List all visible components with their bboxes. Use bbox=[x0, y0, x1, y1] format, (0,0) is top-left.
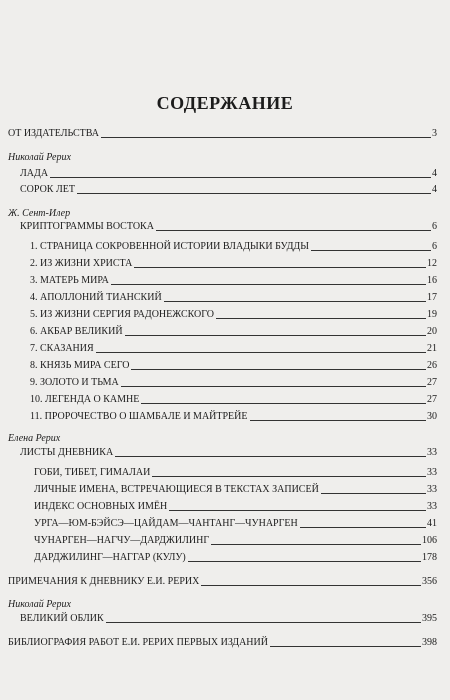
author-name: Николай Рерих bbox=[8, 152, 71, 163]
toc-entry-label: 3. МАТЕРЬ МИРА bbox=[30, 275, 109, 286]
toc-entry bbox=[34, 484, 437, 496]
toc-entry-page: 33 bbox=[427, 484, 437, 495]
toc-entry-label: ИНДЕКС ОСНОВНЫХ ИМЁН bbox=[34, 501, 168, 512]
toc-leader bbox=[77, 193, 431, 194]
toc-leader bbox=[201, 585, 421, 586]
toc-leader bbox=[131, 369, 426, 370]
toc-leader bbox=[250, 420, 427, 421]
toc-entry-label: 7. СКАЗАНИЯ bbox=[30, 343, 94, 354]
toc-entry bbox=[8, 576, 437, 588]
toc-entry-label: ОТ ИЗДАТЕЛЬСТВА bbox=[8, 128, 100, 139]
toc-leader bbox=[125, 335, 426, 336]
toc-entry-page: 12 bbox=[427, 258, 437, 269]
toc-entry-page: 27 bbox=[427, 394, 437, 405]
toc-entry-page: 41 bbox=[427, 518, 437, 529]
toc-entry-label: 9. ЗОЛОТО И ТЬМА bbox=[30, 377, 119, 388]
toc-leader bbox=[311, 250, 431, 251]
toc-entry-label: 8. КНЯЗЬ МИРА СЕГО bbox=[30, 360, 130, 371]
toc-entry bbox=[34, 501, 437, 513]
toc-entry-page: 398 bbox=[422, 637, 437, 648]
toc-leader bbox=[211, 544, 421, 545]
toc-entry-label: 10. ЛЕГЕНДА О КАМНЕ bbox=[30, 394, 140, 405]
toc-leader bbox=[50, 177, 431, 178]
toc-entry bbox=[34, 535, 437, 547]
toc-entry bbox=[20, 168, 437, 180]
toc-entry-page: 27 bbox=[427, 377, 437, 388]
toc-entry-page: 6 bbox=[432, 221, 437, 232]
toc-entry bbox=[30, 343, 437, 355]
toc-entry bbox=[30, 411, 437, 423]
toc-entry-label: ЛИЧНЫЕ ИМЕНА, ВСТРЕЧАЮЩИЕСЯ В ТЕКСТАХ ЗАПИСЕЙ bbox=[34, 484, 319, 495]
toc-entry bbox=[20, 221, 437, 233]
toc-entry-label: ВЕЛИКИЙ ОБЛИК bbox=[20, 613, 104, 624]
toc-entry-label: 1. СТРАНИЦА СОКРОВЕННОЙ ИСТОРИИ ВЛАДЫКИ БУДДЫ bbox=[30, 241, 309, 252]
toc-entry-page: 16 bbox=[427, 275, 437, 286]
toc-entry-page: 17 bbox=[427, 292, 437, 303]
toc-entry bbox=[30, 241, 437, 253]
toc-entry-label: 5. ИЗ ЖИЗНИ СЕРГИЯ РАДОНЕЖСКОГО bbox=[30, 309, 215, 320]
toc-entry-page: 106 bbox=[422, 535, 437, 546]
toc-entry-page: 4 bbox=[432, 168, 437, 179]
toc-entry-label: КРИПТОГРАММЫ ВОСТОКА bbox=[20, 221, 154, 232]
toc-entry-label: ДАРДЖИЛИНГ—НАГГАР (КУЛУ) bbox=[34, 552, 186, 563]
toc-entry-page: 33 bbox=[427, 467, 437, 478]
toc-entry bbox=[34, 518, 437, 530]
toc-entry bbox=[8, 637, 437, 649]
author-name: Елена Рерих bbox=[8, 433, 61, 444]
toc-entry-page: 356 bbox=[422, 576, 437, 587]
toc-entry-page: 33 bbox=[427, 501, 437, 512]
toc-entry-label: УРГА—ЮМ-БЭЙСЭ—ЦАЙДАМ—ЧАНТАНГ—ЧУНАРГЕН bbox=[34, 518, 298, 529]
toc-entry-page: 6 bbox=[432, 241, 437, 252]
toc-entry-page: 178 bbox=[422, 552, 437, 563]
author-name: Ж. Сент-Илер bbox=[8, 208, 71, 219]
toc-leader bbox=[188, 561, 421, 562]
toc-entry-page: 21 bbox=[427, 343, 437, 354]
toc-entry bbox=[30, 394, 437, 406]
toc-entry-label: ЛИСТЫ ДНЕВНИКА bbox=[20, 447, 114, 458]
toc-entry bbox=[30, 275, 437, 287]
toc-entry bbox=[30, 360, 437, 372]
toc-leader bbox=[115, 456, 426, 457]
toc-entry bbox=[30, 258, 437, 270]
toc-entry-label: 4. АПОЛЛОНИЙ ТИАНСКИЙ bbox=[30, 292, 162, 303]
toc-entry-label: ГОБИ, ТИБЕТ, ГИМАЛАИ bbox=[34, 467, 151, 478]
toc-leader bbox=[156, 230, 431, 231]
toc-entry bbox=[34, 467, 437, 479]
toc-leader bbox=[216, 318, 426, 319]
toc-entry-page: 26 bbox=[427, 360, 437, 371]
toc-entry-page: 33 bbox=[427, 447, 437, 458]
toc-entry bbox=[30, 292, 437, 304]
author-name: Николай Рерих bbox=[8, 599, 71, 610]
toc-entry-label: ЛАДА bbox=[20, 168, 49, 179]
toc-entry-page: 20 bbox=[427, 326, 437, 337]
toc-leader bbox=[134, 267, 426, 268]
toc-leader bbox=[121, 386, 426, 387]
toc-leader bbox=[96, 352, 426, 353]
toc-entry-label: СОРОК ЛЕТ bbox=[20, 184, 75, 195]
toc-entry-page: 19 bbox=[427, 309, 437, 320]
toc-entry-label: ЧУНАРГЕН—НАГЧУ—ДАРДЖИЛИНГ bbox=[34, 535, 210, 546]
toc-leader bbox=[152, 476, 426, 477]
toc-leader bbox=[321, 493, 426, 494]
toc-entry bbox=[30, 309, 437, 321]
toc-entry-page: 30 bbox=[427, 411, 437, 422]
toc-leader bbox=[101, 137, 431, 138]
toc-entry-label: БИБЛИОГРАФИЯ РАБОТ Е.И. РЕРИХ ПЕРВЫХ ИЗДАНИЙ bbox=[8, 637, 268, 648]
toc-entry-page: 3 bbox=[432, 128, 437, 139]
toc-leader bbox=[270, 646, 421, 647]
toc-entry-page: 395 bbox=[422, 613, 437, 624]
toc-entry bbox=[8, 128, 437, 140]
toc-entry-label: 11. ПРОРОЧЕСТВО О ШАМБАЛЕ И МАЙТРЕЙЕ bbox=[30, 411, 248, 422]
toc-entry bbox=[30, 326, 437, 338]
toc-entry-page: 4 bbox=[432, 184, 437, 195]
toc-entry-label: 2. ИЗ ЖИЗНИ ХРИСТА bbox=[30, 258, 133, 269]
page-title: СОДЕРЖАНИЕ bbox=[156, 93, 294, 113]
toc-leader bbox=[169, 510, 426, 511]
toc-entry bbox=[34, 552, 437, 564]
toc-entry bbox=[20, 184, 437, 196]
toc-leader bbox=[300, 527, 426, 528]
toc-leader bbox=[141, 403, 426, 404]
toc-leader bbox=[111, 284, 426, 285]
toc-entry bbox=[30, 377, 437, 389]
toc-entry-label: ПРИМЕЧАНИЯ К ДНЕВНИКУ Е.И. РЕРИХ bbox=[8, 576, 200, 587]
toc-leader bbox=[106, 622, 421, 623]
toc-leader bbox=[164, 301, 426, 302]
toc-entry bbox=[20, 447, 437, 459]
toc-entry bbox=[20, 613, 437, 625]
toc-entry-label: 6. АКБАР ВЕЛИКИЙ bbox=[30, 326, 123, 337]
